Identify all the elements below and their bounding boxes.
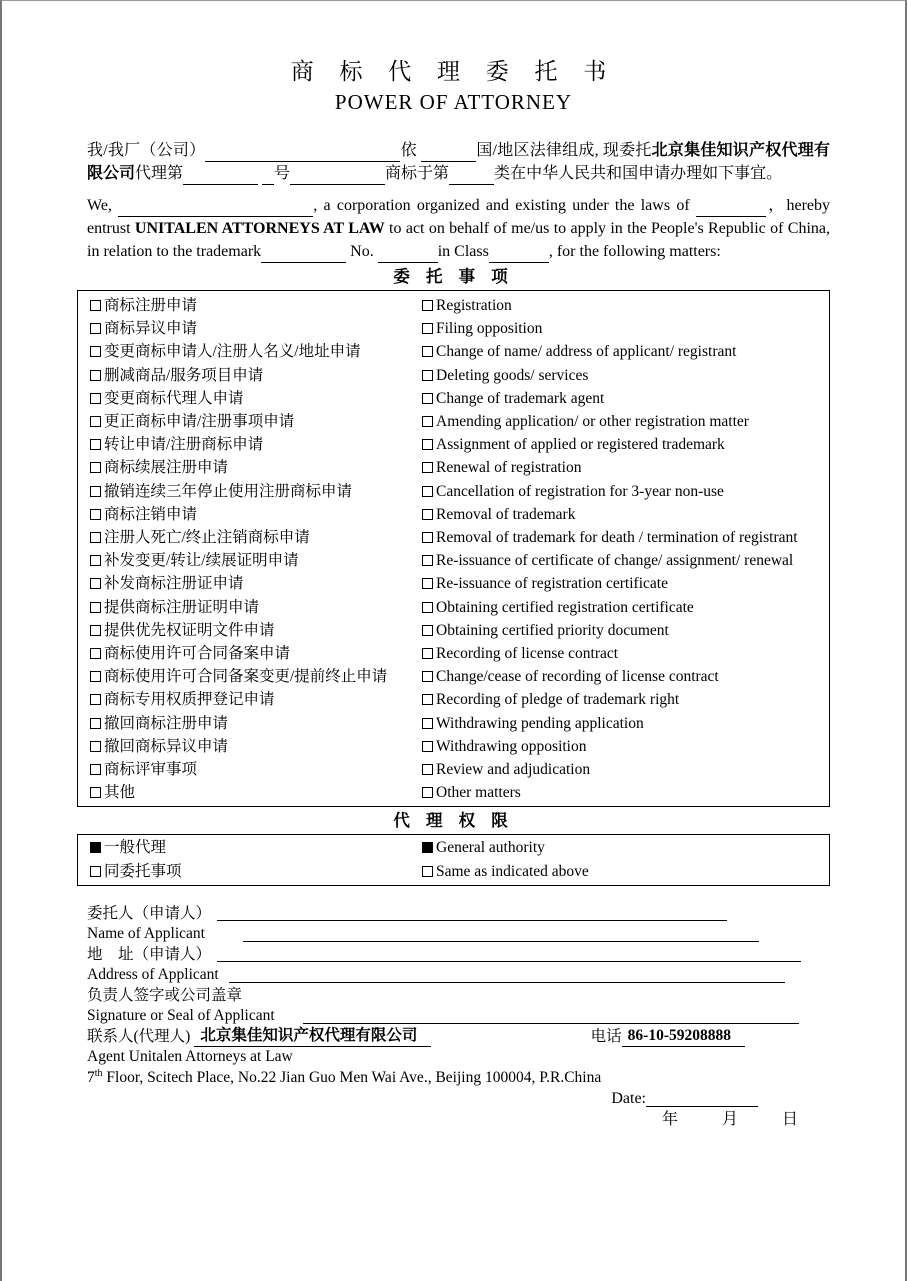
item-label-en: Amending application/ or other registration matter [436, 413, 749, 431]
checkbox-icon[interactable] [422, 532, 433, 543]
checkbox-icon[interactable] [90, 866, 101, 877]
checkbox-icon[interactable] [90, 416, 101, 427]
item-label-zh: 撤回商标异议申请 [104, 737, 229, 755]
signature-field[interactable] [303, 1022, 799, 1024]
agent-name-bold-zh: 北京集佳知识产权代理有限公司 [87, 142, 830, 182]
checkbox-icon[interactable] [90, 718, 101, 729]
checkbox-icon[interactable] [90, 741, 101, 752]
phone-label: 电话 [590, 1027, 622, 1045]
company-name-blank-en[interactable] [118, 201, 313, 217]
table-row [78, 572, 829, 595]
trademark-blank-en[interactable] [261, 247, 346, 263]
item-label-zh: 提供优先权证明文件申请 [104, 621, 275, 639]
item-label-en: Review and adjudication [436, 761, 591, 779]
item-label-zh: 补发变更/转让/续展证明申请 [104, 552, 299, 570]
item-label-en: Removal of trademark [436, 505, 576, 523]
year-label: 年 [661, 1111, 678, 1129]
checkbox-icon[interactable] [422, 866, 433, 877]
item-label-zh: 商标异议申请 [104, 320, 198, 338]
checkbox-icon[interactable] [422, 602, 433, 613]
authority-header: 代 理 权 限 [393, 811, 514, 831]
company-name-blank[interactable] [205, 146, 400, 162]
item-label-en: Cancellation of registration for 3-year non-use [436, 482, 724, 500]
table-row [78, 665, 829, 688]
checkbox-icon[interactable] [90, 532, 101, 543]
item-label-en: Change of trademark agent [436, 389, 605, 407]
checkbox-icon[interactable] [90, 842, 101, 853]
checkbox-icon[interactable] [422, 625, 433, 636]
checkbox-icon[interactable] [90, 578, 101, 589]
document-titles [77, 53, 830, 115]
table-row [78, 294, 829, 317]
intro-zh-seg3: 国/地区法律组成, 现委托 [476, 142, 652, 159]
table-row [78, 642, 829, 665]
item-label-zh: 商标使用许可合同备案变更/提前终止申请 [104, 668, 388, 686]
intro-zh-seg4: 代理第 [135, 165, 184, 182]
intro-en-seg4: to act on behalf of me/us to apply in the People's Republic of China, in relation to the trademark [87, 220, 831, 260]
table-row [78, 688, 829, 711]
table-row [78, 712, 829, 735]
agent-address-superscript: th [94, 1067, 103, 1079]
applicant-zh-row [77, 904, 830, 925]
table-row [78, 735, 829, 758]
checkbox-icon[interactable] [90, 370, 101, 381]
item-label-en: Deleting goods/ services [436, 366, 589, 384]
item-label-en: Other matters [436, 784, 521, 802]
item-label-en: Change of name/ address of applicant/ registrant [436, 343, 737, 361]
signature-zh-row [77, 986, 830, 1007]
date-label: Date: [611, 1090, 646, 1108]
item-label-zh: 变更商标代理人申请 [104, 389, 244, 407]
agent-address-row [77, 1068, 830, 1089]
checkbox-icon[interactable] [90, 462, 101, 473]
intro-zh-seg7: 类在中华人民共和国申请办理如下事宜。 [494, 165, 783, 182]
checkbox-icon[interactable] [90, 346, 101, 357]
checkbox-icon[interactable] [90, 648, 101, 659]
class-blank-en[interactable] [489, 247, 549, 263]
checkbox-icon[interactable] [422, 694, 433, 705]
title-english: POWER OF ATTORNEY [334, 90, 573, 114]
applicant-en-label: Name of Applicant [87, 925, 205, 943]
item-label-zh: 补发商标注册证申请 [104, 575, 244, 593]
item-label-en: Re-issuance of registration certificate [436, 575, 668, 593]
table-row [78, 503, 829, 526]
item-label-zh: 同委托事项 [104, 862, 182, 880]
matters-header: 委 托 事 项 [393, 267, 514, 286]
class-blank-zh[interactable] [449, 169, 494, 185]
checkbox-icon[interactable] [90, 671, 101, 682]
item-label-zh: 一般代理 [104, 839, 167, 857]
phone-field[interactable]: 86-10-59208888 [622, 1026, 745, 1048]
country-blank[interactable] [421, 146, 476, 162]
item-label-en: Assignment of applied or registered trademark [436, 436, 725, 454]
table-row [78, 480, 829, 503]
intro-en-seg2: , a corporation organized and existing under the laws of [313, 197, 690, 214]
checkbox-icon[interactable] [422, 509, 433, 520]
agent-en-label: Agent Unitalen Attorneys at Law [87, 1048, 293, 1066]
checkbox-icon[interactable] [90, 486, 101, 497]
country-blank-en[interactable] [696, 201, 766, 217]
checkbox-icon[interactable] [90, 625, 101, 636]
item-label-en: Re-issuance of certificate of change/ assignment/ renewal [436, 552, 794, 570]
table-row [78, 860, 829, 883]
intro-zh-seg6: 商标于第 [385, 165, 450, 182]
item-label-en: Registration [436, 297, 512, 314]
checkbox-icon[interactable] [422, 578, 433, 589]
table-row [78, 433, 829, 456]
year-month-day-row [77, 1109, 798, 1131]
month-label: 月 [721, 1111, 738, 1129]
address-zh-row [77, 945, 830, 966]
agent-address-number: 7 [87, 1068, 95, 1086]
address-en-field[interactable] [229, 981, 785, 983]
applicant-zh-label: 委托人（申请人） [87, 904, 212, 922]
item-label-zh: 撤回商标注册申请 [104, 714, 229, 732]
checkbox-icon[interactable] [90, 602, 101, 613]
table-row [78, 456, 829, 479]
checkbox-icon[interactable] [90, 787, 101, 798]
applicant-zh-field[interactable] [217, 919, 727, 921]
item-label-zh: 注册人死亡/终止注销商标申请 [104, 529, 310, 547]
checkbox-icon[interactable] [90, 509, 101, 520]
checkbox-icon[interactable] [422, 462, 433, 473]
intro-zh-seg5: 号 [274, 165, 291, 182]
item-label-en: Recording of license contract [436, 645, 619, 663]
intro-paragraph-english [77, 194, 830, 263]
item-label-zh: 商标使用许可合同备案申请 [104, 645, 291, 663]
checkbox-icon[interactable] [90, 439, 101, 450]
checkbox-icon[interactable] [422, 718, 433, 729]
intro-en-seg1: We, [87, 197, 112, 214]
checkbox-icon[interactable] [422, 346, 433, 357]
item-label-en: Recording of pledge of trademark right [436, 691, 680, 709]
checkbox-icon[interactable] [422, 300, 433, 311]
matters-table [77, 290, 830, 807]
checkbox-icon[interactable] [422, 486, 433, 497]
item-label-en: Obtaining certified priority document [436, 621, 669, 639]
item-label-en: Change/cease of recording of license contract [436, 668, 719, 686]
table-row [78, 781, 829, 804]
item-label-zh: 撤销连续三年停止使用注册商标申请 [104, 482, 353, 500]
checkbox-icon[interactable] [90, 393, 101, 404]
checkbox-icon[interactable] [422, 555, 433, 566]
contact-label: 联系人(代理人) [87, 1027, 191, 1045]
agent-address-rest: Floor, Scitech Place, No.22 Jian Guo Men Wai Ave., Beijing 100004, P.R.China [102, 1068, 602, 1086]
item-label-en: General authority [436, 839, 545, 857]
checkbox-icon[interactable] [422, 764, 433, 775]
checkbox-icon[interactable] [422, 370, 433, 381]
item-label-en: Same as indicated above [436, 862, 589, 880]
item-label-en: Removal of trademark for death / termination of registrant [436, 529, 798, 547]
item-label-en: Withdrawing opposition [436, 737, 587, 755]
table-row [78, 836, 829, 859]
authority-table [77, 834, 830, 885]
date-field[interactable] [646, 1091, 758, 1107]
table-row [78, 619, 829, 642]
checkbox-icon[interactable] [422, 741, 433, 752]
address-en-row [77, 965, 830, 986]
intro-en-seg5: No. [350, 243, 374, 260]
table-row [78, 549, 829, 572]
address-en-label: Address of Applicant [87, 966, 219, 984]
item-label-zh: 商标评审事项 [104, 761, 198, 779]
trademark-blank-zh[interactable] [290, 169, 385, 185]
item-label-en: Obtaining certified registration certificate [436, 598, 694, 616]
checkbox-icon[interactable] [422, 393, 433, 404]
table-row [78, 526, 829, 549]
signature-en-row [77, 1006, 830, 1027]
item-label-en: Renewal of registration [436, 459, 582, 477]
item-label-zh: 转让申请/注册商标申请 [104, 436, 264, 454]
checkbox-icon[interactable] [422, 787, 433, 798]
item-label-zh: 商标注销申请 [104, 505, 198, 523]
item-label-zh: 更正商标申请/注册事项申请 [104, 413, 295, 431]
checkbox-icon[interactable] [422, 842, 433, 853]
firm-name-bold-en: UNITALEN ATTORNEYS AT LAW [134, 220, 385, 237]
date-row [77, 1088, 758, 1109]
table-row [78, 387, 829, 410]
intro-en-seg6: in Class [437, 243, 489, 260]
applicant-en-field[interactable] [243, 940, 759, 942]
item-label-zh: 商标专用权质押登记申请 [104, 691, 275, 709]
intro-en-seg3: ，hereby entrust [87, 197, 831, 237]
item-label-zh: 提供商标注册证明申请 [104, 598, 260, 616]
item-label-en: Filing opposition [436, 320, 543, 338]
footer-fields [77, 904, 830, 1132]
item-label-zh: 删减商品/服务项目申请 [104, 366, 264, 384]
applicant-en-row [77, 924, 830, 945]
checkbox-icon[interactable] [90, 764, 101, 775]
contact-agent-field[interactable]: 北京集佳知识产权代理有限公司 [194, 1026, 431, 1048]
item-label-zh: 商标注册申请 [104, 297, 198, 314]
checkbox-icon[interactable] [422, 323, 433, 334]
checkbox-icon[interactable] [90, 300, 101, 311]
table-row [78, 758, 829, 781]
application-no-blank[interactable] [183, 169, 258, 185]
checkbox-icon[interactable] [422, 439, 433, 450]
item-label-zh: 变更商标申请人/注册人名义/地址申请 [104, 343, 361, 361]
checkbox-icon[interactable] [422, 671, 433, 682]
checkbox-icon[interactable] [90, 694, 101, 705]
number-blank-en[interactable] [378, 247, 438, 263]
item-label-en: Withdrawing pending application [436, 714, 644, 732]
table-row [78, 364, 829, 387]
day-label: 日 [781, 1111, 798, 1129]
checkbox-icon[interactable] [422, 648, 433, 659]
checkbox-icon[interactable] [90, 323, 101, 334]
table-row [78, 340, 829, 363]
title-chinese: 商 标 代 理 委 托 书 [290, 59, 617, 84]
signature-en-label: Signature or Seal of Applicant [87, 1007, 275, 1025]
checkbox-icon[interactable] [422, 416, 433, 427]
signature-zh-label: 负责人签字或公司盖章 [87, 986, 243, 1004]
address-zh-field[interactable] [217, 960, 801, 962]
table-row [78, 596, 829, 619]
intro-en-seg7: , for the following matters: [548, 243, 721, 260]
intro-paragraph-chinese [77, 139, 830, 185]
item-label-zh: 商标续展注册申请 [104, 459, 229, 477]
checkbox-icon[interactable] [90, 555, 101, 566]
application-no-blank-2[interactable] [262, 169, 274, 185]
intro-zh-seg2: 依 [400, 142, 417, 159]
contact-row [77, 1027, 830, 1048]
intro-zh-seg1: 我/我厂（公司） [87, 142, 206, 159]
table-row [78, 410, 829, 433]
table-row [78, 317, 829, 340]
agent-address-text [77, 1064, 601, 1089]
item-label-zh: 其他 [104, 784, 136, 802]
address-zh-label: 地 址（申请人） [87, 945, 212, 963]
